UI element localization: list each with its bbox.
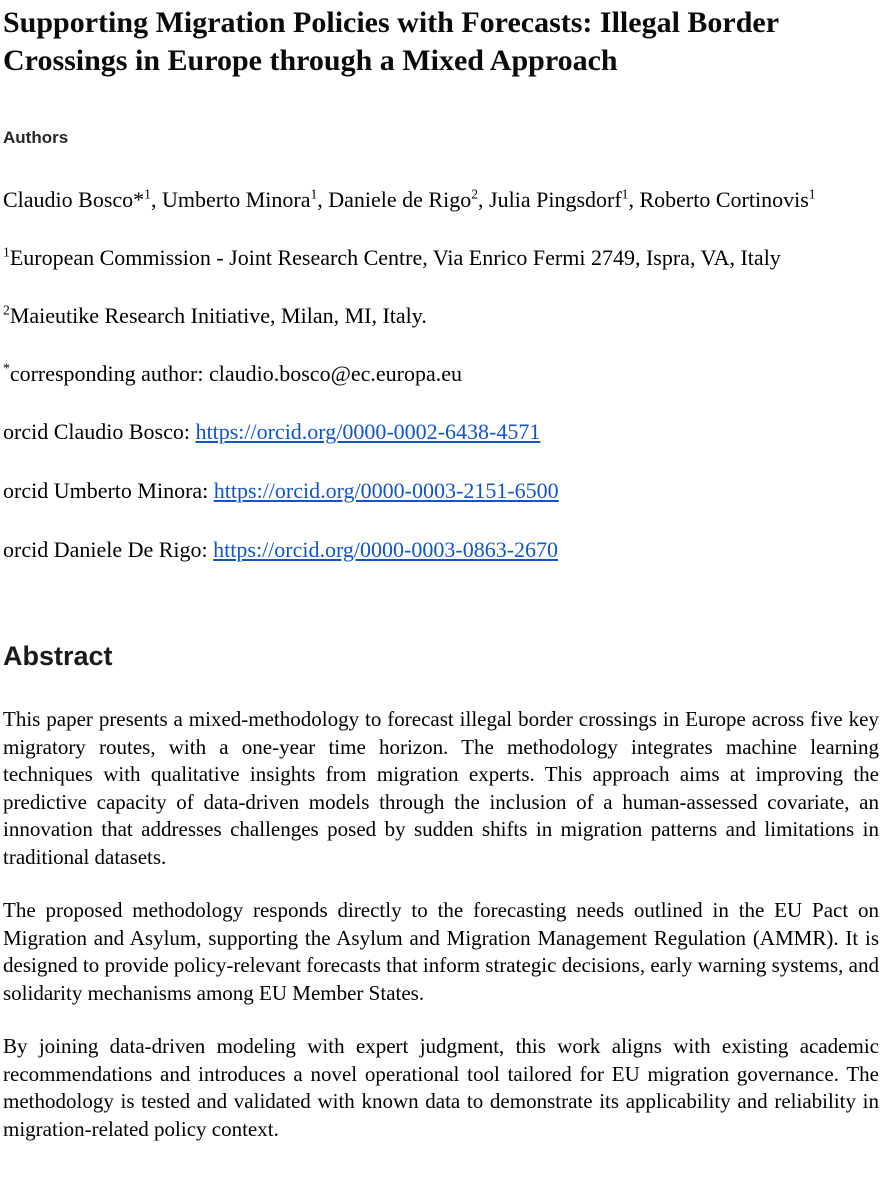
author-affiliation-marker: 1 <box>310 186 318 202</box>
author-separator: , <box>150 187 162 212</box>
author-star-marker: * <box>133 187 145 212</box>
author-name: Daniele de Rigo <box>328 187 472 212</box>
author-separator: , <box>628 187 640 212</box>
author-affiliation-marker: 1 <box>144 186 151 202</box>
orcid-label: orcid Daniele De Rigo: <box>3 537 214 562</box>
affiliation-1 <box>3 242 879 273</box>
affiliation-marker: 2 <box>3 302 10 318</box>
affiliation-marker: 1 <box>3 244 10 260</box>
author-name: Claudio Bosco <box>3 187 134 212</box>
orcid-link[interactable]: https://orcid.org/0000-0003-2151-6500 <box>213 478 559 503</box>
orcid-line-claudio-bosco <box>3 416 879 447</box>
affiliation-2 <box>3 300 879 331</box>
orcid-link[interactable]: https://orcid.org/0000-0002-6438-4571 <box>195 419 541 444</box>
title-block <box>3 4 879 80</box>
authors-section <box>3 128 879 565</box>
author-name: Julia Pingsdorf <box>489 187 622 212</box>
affiliation-text: Maieutike Research Initiative, Milan, MI, Italy. <box>9 303 427 328</box>
author-affiliation-marker: 1 <box>808 186 816 202</box>
author-name: Umberto Minora <box>161 187 311 212</box>
corresponding-star-marker: * <box>3 360 10 376</box>
orcid-label: orcid Umberto Minora: <box>3 478 214 503</box>
orcid-label: orcid Claudio Bosco: <box>3 419 196 444</box>
author-affiliation-marker: 1 <box>621 186 629 202</box>
paper-title: Supporting Migration Policies with Forecasts: Illegal Border Crossings in Europe through a Mixed Approach <box>3 6 779 77</box>
author-affiliation-marker: 2 <box>471 186 479 202</box>
corresponding-author-line <box>3 358 879 389</box>
abstract-paragraph-1: This paper presents a mixed-methodology to forecast illegal border crossings in Europe across five key migratory routes, with a one-year time horizon. The methodology integrates machine learning techniques with qualitative insights from migration experts. This approach aims at improving the predictive capacity of data-driven models through the inclusion of a human-assessed covariate, an innovation that addresses challenges posed by sudden shifts in migration patterns and limitations in traditional datasets. <box>3 707 879 869</box>
affiliation-text: European Commission - Joint Research Centre, Via Enrico Fermi 2749, Ispra, VA, Italy <box>9 245 781 270</box>
corresponding-label: corresponding author: <box>9 361 209 386</box>
author-separator: , <box>478 187 490 212</box>
author-separator: , <box>317 187 329 212</box>
author-list <box>3 184 879 215</box>
abstract-paragraph-2: The proposed methodology responds directly to the forecasting needs outlined in the EU Pact on Migration and Asylum, supporting the Asylum and Migration Management Regulation (AMMR). It is designed to provide policy-relevant forecasts that inform strategic decisions, early warning systems, and solidarity mechanisms among EU Member States. <box>3 898 879 1005</box>
abstract-heading: Abstract <box>3 641 113 671</box>
authors-heading: Authors <box>3 128 69 147</box>
orcid-line-daniele-de-rigo <box>3 534 879 565</box>
abstract-section <box>3 641 879 1143</box>
corresponding-email: claudio.bosco@ec.europa.eu <box>208 361 462 386</box>
orcid-line-umberto-minora <box>3 475 879 506</box>
orcid-link[interactable]: https://orcid.org/0000-0003-0863-2670 <box>213 537 559 562</box>
author-name: Roberto Cortinovis <box>639 187 809 212</box>
abstract-paragraph-3: By joining data-driven modeling with expert judgment, this work aligns with existing academic recommendations and introduces a novel operational tool tailored for EU migration governance. The methodology is tested and validated with known data to demonstrate its applicability and reliability in migration-related policy context. <box>3 1034 879 1141</box>
